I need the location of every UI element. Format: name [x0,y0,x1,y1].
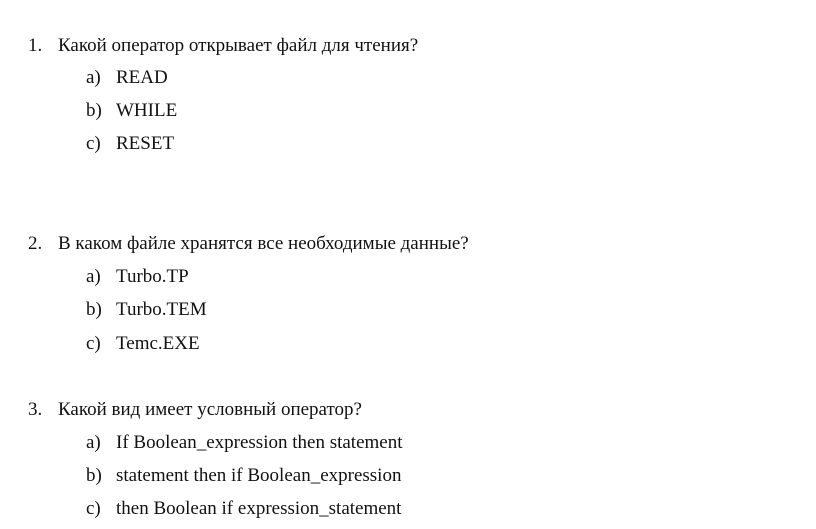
option-letter: b) [86,465,102,486]
option-text: Temc.EXE [116,333,200,354]
option-letter: b) [86,100,102,121]
option-text: If Boolean_expression then statement [116,432,403,453]
option-letter: a) [86,432,101,453]
question-number: 1. [28,35,43,56]
option-text: READ [116,67,168,88]
option-letter: c) [86,133,101,154]
question-text: В каком файле хранятся все необходимые данные? [58,233,469,254]
option-letter: c) [86,333,101,354]
option-text: WHILE [116,100,178,121]
question-text: Какой вид имеет условный оператор? [58,399,362,420]
option-text: Turbo.TP [116,266,189,287]
option-letter: a) [86,67,101,88]
option-text: RESET [116,133,175,154]
option-text: then Boolean if expression_statement [116,498,402,519]
question-number: 2. [28,233,43,254]
question-number: 3. [28,399,43,420]
option-letter: a) [86,266,101,287]
question-text: Какой оператор открывает файл для чтения? [58,35,419,56]
option-text: Turbo.TEM [116,299,207,320]
option-letter: b) [86,299,102,320]
option-letter: c) [86,498,101,519]
option-text: statement then if Boolean_expression [116,465,402,486]
